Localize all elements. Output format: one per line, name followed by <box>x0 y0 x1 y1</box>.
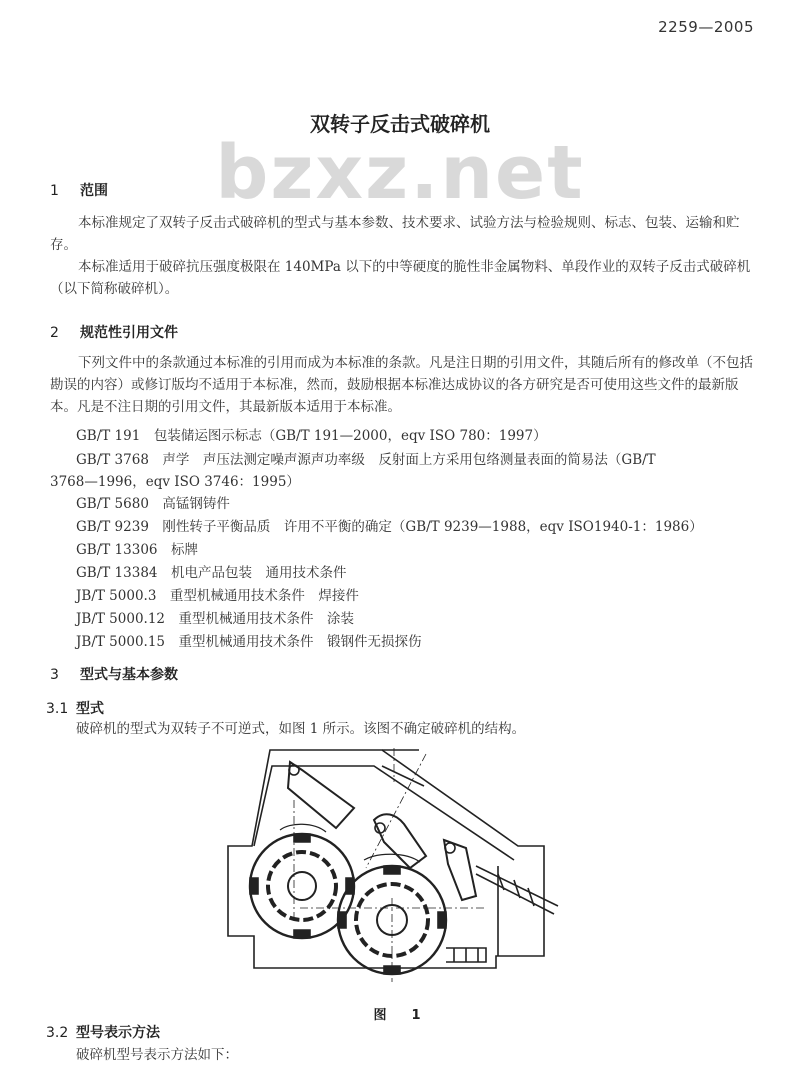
reference-item: GB/T 191 包装储运图示标志（GB/T 191—2000，eqv ISO 780：1997） <box>76 428 547 444</box>
paragraph: 破碎机的型式为双转子不可逆式，如图 1 所示。该图不确定破碎机的结构。 <box>76 721 526 737</box>
rotation-arrow <box>280 824 326 832</box>
section-title: 规范性引用文件 <box>80 325 178 341</box>
section-title: 范围 <box>80 183 108 199</box>
standard-code: 2259—2005 <box>658 18 754 36</box>
lower-grate <box>446 948 486 962</box>
section-1-heading <box>50 180 108 200</box>
pivot-lower <box>445 843 455 853</box>
section-title: 型式与基本参数 <box>80 667 178 683</box>
section-3-2-body <box>76 1044 766 1066</box>
paragraph: 破碎机型号表示方法如下： <box>76 1047 238 1063</box>
document-title: 双转子反击式破碎机 <box>310 112 490 136</box>
figure-caption: 图 1 <box>373 1008 427 1023</box>
section-number: 3.1 <box>46 701 69 717</box>
paragraph: 本标准规定了双转子反击式破碎机的型式与基本参数、技术要求、试验方法与检验规则、标志、包装、运输和贮存。 <box>50 215 740 253</box>
crusher-figure <box>214 748 574 986</box>
housing-inner-wall <box>254 766 514 956</box>
section-number: 2 <box>50 325 59 341</box>
paragraph: 本标准适用于破碎抗压强度极限在 140MPa 以下的中等硬度的脆性非金属物料、单段作业的双转子反击式破碎机（以下简称破碎机）。 <box>50 259 751 297</box>
rotor-left-shaft <box>288 872 316 900</box>
section-title: 型式 <box>76 701 104 717</box>
impact-plate-lower <box>444 840 476 900</box>
section-number: 1 <box>50 183 59 199</box>
reference-item: GB/T 13306 标牌 <box>76 542 198 558</box>
impact-plate-middle <box>374 814 426 868</box>
section-2-intro <box>50 352 755 418</box>
reference-item: GB/T 3768 声学 声压法测定噪声源声功率级 反射面上方采用包络测量表面的简易法（GB/T <box>76 452 656 468</box>
section-3-1-heading <box>46 698 104 718</box>
section-2-heading <box>50 322 178 342</box>
section-3-2-heading <box>46 1022 160 1042</box>
section-3-1-body <box>76 718 766 740</box>
reference-item: GB/T 13384 机电产品包装 通用技术条件 <box>76 565 347 581</box>
section-1-body <box>50 212 755 300</box>
paragraph: 下列文件中的条款通过本标准的引用而成为本标准的条款。凡是注日期的引用文件，其随后所有的修改单（不包括勘误的内容）或修订版均不适用于本标准，然而，鼓励根据本标准达成协议的各方研究是否可使用这些文件的最新版本。凡是不注日期的引用文件，其最新版本适用于本标准。 <box>50 355 753 415</box>
reference-item: GB/T 9239 刚性转子平衡品质 许用不平衡的确定（GB/T 9239—1988，eqv ISO1940-1：1986） <box>76 519 703 535</box>
reference-item: JB/T 5000.15 重型机械通用技术条件 锻钢件无损探伤 <box>76 634 422 650</box>
section-number: 3.2 <box>46 1025 69 1041</box>
reference-item: GB/T 5680 高锰钢铸件 <box>76 496 230 512</box>
section-3-heading <box>50 664 178 684</box>
section-number: 3 <box>50 667 59 683</box>
reference-item: 3768—1996，eqv ISO 3746：1995） <box>50 474 300 490</box>
section-title: 型号表示方法 <box>76 1025 160 1041</box>
watermark: bzxz.net <box>215 130 585 216</box>
housing-outline <box>228 750 544 968</box>
reference-item: JB/T 5000.12 重型机械通用技术条件 涂装 <box>76 611 355 627</box>
rotor-left-hub <box>268 852 336 920</box>
reference-item: JB/T 5000.3 重型机械通用技术条件 焊接件 <box>76 588 359 604</box>
